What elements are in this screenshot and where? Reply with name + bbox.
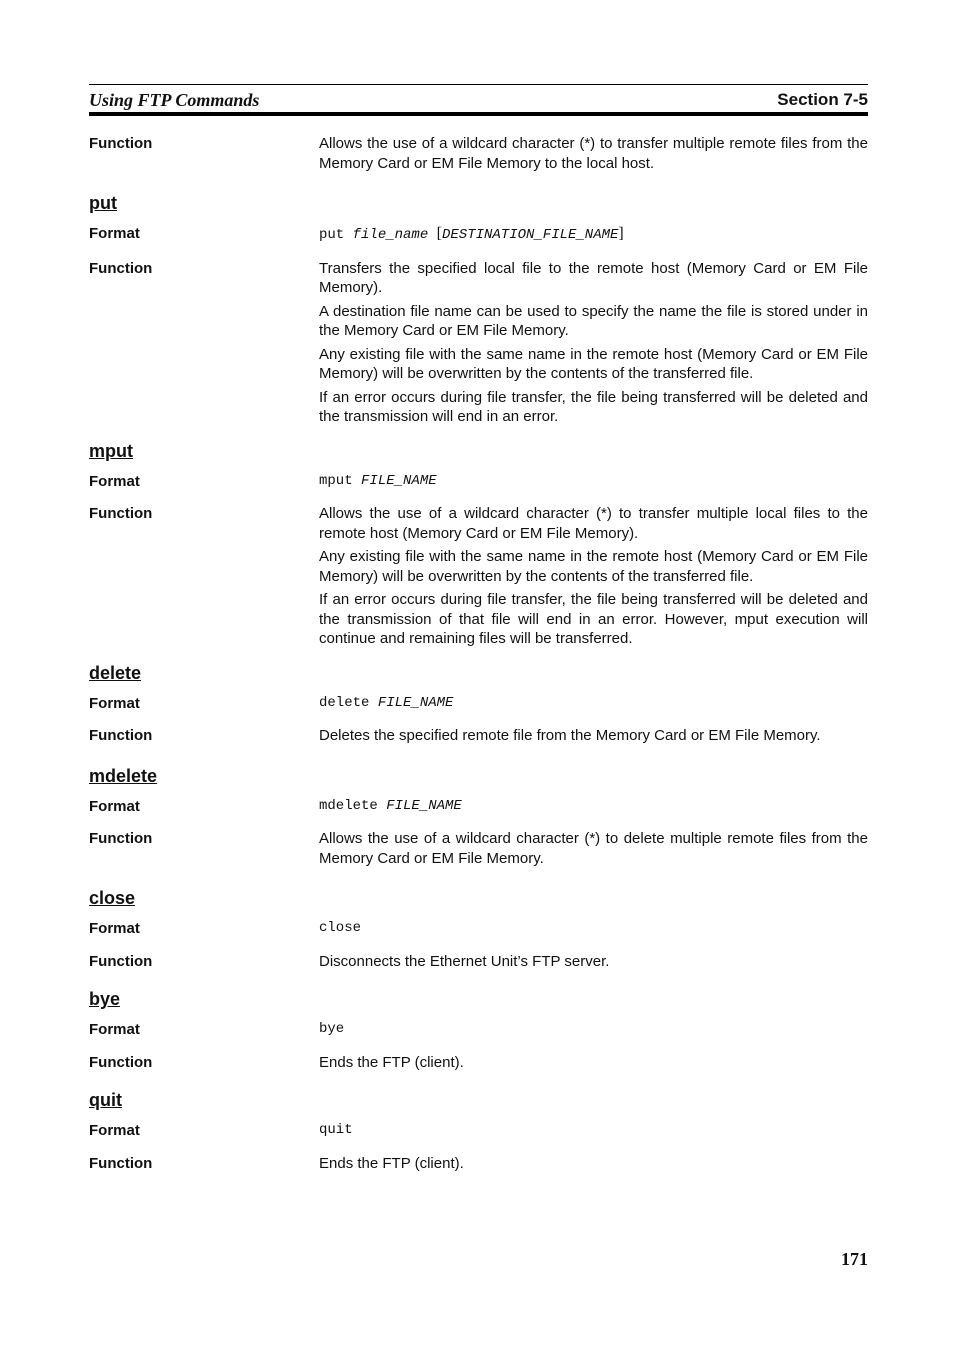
paragraph: If an error occurs during file transfer, the file being transferred will be deleted and the transmission will end in an error. — [319, 388, 868, 425]
mdelete-function-row — [89, 829, 868, 868]
page-number: 171 — [841, 1249, 868, 1269]
format-command: bye — [319, 1021, 345, 1037]
bye-format — [319, 1020, 868, 1040]
content — [89, 134, 868, 1186]
paragraph: A destination file name can be used to specify the name the file is stored under in the Memory Card or EM File Memory. — [319, 302, 868, 339]
command-heading-delete: delete — [89, 662, 142, 683]
quit-format — [319, 1121, 868, 1141]
bracket-open: [ — [436, 225, 442, 242]
command-heading-mput: mput — [89, 440, 133, 461]
delete-format — [319, 694, 868, 714]
format-optional-argument: DESTINATION_FILE_NAME — [441, 227, 619, 243]
put-function-text — [319, 259, 868, 427]
format-argument: file_name — [352, 227, 429, 243]
format-command: delete — [319, 694, 370, 711]
mput-format-row — [89, 472, 868, 492]
running-header — [89, 90, 868, 112]
header-title: Using FTP Commands — [89, 90, 260, 110]
mdelete-format-row — [89, 797, 868, 817]
put-format-row — [89, 224, 868, 246]
header-section: Section 7-5 — [777, 90, 868, 109]
format-argument: FILE_NAME — [377, 694, 454, 711]
function-label: Function — [89, 1154, 153, 1172]
mput-function-text — [319, 504, 868, 649]
close-function-text — [319, 952, 868, 972]
bye-format-row — [89, 1020, 868, 1040]
format-command: mdelete — [319, 797, 378, 814]
command-heading-bye: bye — [89, 989, 121, 1009]
format-argument: FILE_NAME — [386, 797, 462, 814]
paragraph: Allows the use of a wildcard character (*) to transfer multiple remote files from the Memory Card or EM File Memory to the local host. — [319, 135, 868, 172]
format-label: Format — [89, 225, 140, 242]
paragraph: Allows the use of a wildcard character (*) to delete multiple remote files from the Memory Card or EM File Memory. — [319, 830, 868, 867]
format-command: put — [319, 227, 345, 243]
function-label: Function — [89, 952, 153, 970]
paragraph: Ends the FTP (client). — [319, 1154, 464, 1172]
close-format — [319, 919, 868, 939]
format-command: close — [319, 920, 362, 936]
function-label: Function — [89, 830, 153, 847]
put-format — [319, 224, 868, 246]
function-text — [319, 134, 868, 173]
format-label: Format — [89, 1021, 140, 1038]
mput-function-row — [89, 504, 868, 649]
paragraph: Ends the FTP (client). — [319, 1053, 464, 1071]
function-label: Function — [89, 259, 153, 277]
format-command: mput — [319, 472, 353, 489]
paragraph: Any existing file with the same name in the remote host (Memory Card or EM File Memory) will be overwritten by the contents of the transferred file. — [319, 548, 868, 585]
format-label: Format — [89, 1122, 140, 1139]
format-argument: FILE_NAME — [361, 472, 437, 489]
command-heading-quit: quit — [89, 1090, 122, 1110]
delete-format-row — [89, 694, 868, 714]
bye-function-text — [319, 1053, 868, 1073]
header-rule — [89, 112, 868, 116]
quit-function-row — [89, 1154, 868, 1174]
paragraph: Disconnects the Ethernet Unit’s FTP server. — [319, 952, 610, 970]
function-label: Function — [89, 505, 153, 522]
paragraph: Transfers the specified local file to the remote host (Memory Card or EM File Memory). — [319, 259, 868, 296]
mdelete-format — [319, 797, 868, 817]
bracket-close: ] — [618, 225, 624, 242]
function-label: Function — [89, 727, 153, 744]
format-label: Format — [89, 920, 140, 937]
put-function-row — [89, 259, 868, 427]
mput-format — [319, 472, 868, 492]
format-label: Format — [89, 797, 140, 815]
close-function-row — [89, 952, 868, 972]
paragraph: Deletes the specified remote file from the Memory Card or EM File Memory. — [319, 727, 821, 744]
quit-format-row — [89, 1121, 868, 1141]
bye-function-row — [89, 1053, 868, 1073]
command-heading-mdelete: mdelete — [89, 765, 158, 786]
header-top-rule — [89, 84, 868, 85]
function-label: Function — [89, 1053, 153, 1071]
command-heading-close: close — [89, 888, 136, 908]
function-label: Function — [89, 135, 153, 152]
delete-function-row — [89, 726, 868, 746]
format-label: Format — [89, 472, 140, 490]
mdelete-function-text — [319, 829, 868, 868]
paragraph: Any existing file with the same name in the remote host (Memory Card or EM File Memory) will be overwritten by the contents of the transferred file. — [319, 345, 868, 382]
paragraph: If an error occurs during file transfer, the file being transferred will be deleted and the transmission of that file will end in an error. However, mput execution will continue and remaining files will be transferred. — [319, 591, 868, 647]
quit-function-text — [319, 1154, 868, 1174]
intro-function-row — [89, 134, 868, 173]
delete-function-text — [319, 726, 868, 746]
command-heading-put: put — [89, 193, 117, 213]
paragraph: Allows the use of a wildcard character (*) to transfer multiple local files to the remote host (Memory Card or EM File Memory). — [319, 505, 868, 542]
format-command: quit — [319, 1122, 353, 1138]
close-format-row — [89, 919, 868, 939]
format-label: Format — [89, 694, 140, 712]
